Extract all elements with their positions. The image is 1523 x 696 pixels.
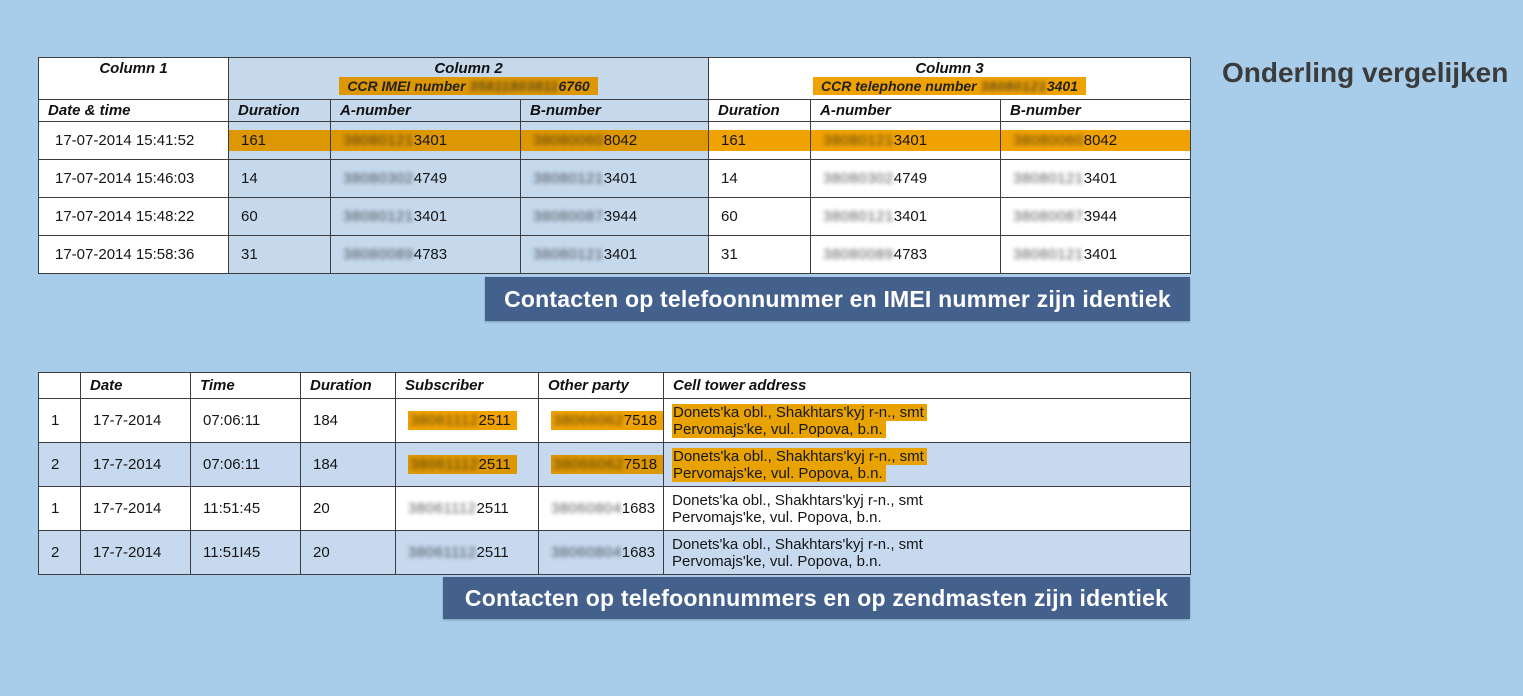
address-text: Pervomajs'ke, vul. Popova, b.n. [672,552,882,570]
address-line [672,509,1184,526]
ccr-imei-highlight [339,77,597,95]
masked-digits: 38066062 [553,456,624,473]
masked-digits: 38080121 [823,208,894,225]
masked-digits: 38080121 [533,170,604,187]
other-party-visible: 7518 [623,456,658,473]
b-number-cell [1001,236,1191,274]
address-line [672,536,1184,553]
masked-digits: 38061112 [408,544,477,561]
table-row [39,531,1191,575]
masked-digits: 38060804 [551,544,622,561]
column1-group-header [39,58,229,100]
address-line [672,492,1184,509]
address-text: Donets'ka obl., Shakhtars'kyj r-n., smt [672,491,923,509]
a-number-visible: 3401 [413,208,448,225]
duration-highlight: 161 [229,130,330,151]
datetime-cell: 17-07-2014 15:46:03 [39,160,229,198]
ccr-telephone-line [709,77,1190,96]
table-row [39,399,1191,443]
masked-digits: 38080060 [1013,132,1084,149]
address-line [672,448,1184,465]
b-number-visible: 3401 [1083,170,1118,187]
time-cell: 11:51:45 [191,487,301,531]
address-highlight: Pervomajs'ke, vul. Popova, b.n. [672,465,886,482]
header-duration: Duration [301,373,396,399]
header-b-number-tel: B-number [1001,100,1191,122]
a-number-visible: 4749 [413,170,448,187]
cell-tower-address-cell [664,399,1191,443]
address-line [672,421,1184,438]
other-party-visible: 1683 [621,544,656,561]
masked-digits: 38080121 [823,132,894,149]
datetime-cell: 17-07-2014 15:58:36 [39,236,229,274]
header-cell-tower-address: Cell tower address [664,373,1191,399]
a-number-visible: 3401 [893,208,928,225]
duration-cell: 184 [301,399,396,443]
a-number-cell [811,198,1001,236]
address-text: Donets'ka obl., Shakhtars'kyj r-n., smt [672,535,923,553]
row-number-cell: 1 [39,487,81,531]
a-number-cell [331,122,521,160]
datetime-cell: 17-07-2014 15:48:22 [39,198,229,236]
header-time: Time [191,373,301,399]
other-party-cell [539,399,664,443]
b-number-cell [521,122,709,160]
column1-title: Column 1 [99,60,168,77]
subscriber-cell [396,531,539,575]
b-number-cell [1001,160,1191,198]
subscriber-visible: 2511 [476,544,509,561]
a-number-cell [811,236,1001,274]
duration-cell: 184 [301,443,396,487]
imei-visible-digits: 6760 [558,78,590,94]
datetime-cell: 17-07-2014 15:41:52 [39,122,229,160]
masked-digits: 38061112 [410,412,479,429]
other-party-cell [539,443,664,487]
masked-digits: 38080121 [1013,170,1084,187]
other-party-highlight [551,455,663,474]
table-row [39,122,1191,160]
a-number-visible: 4783 [893,246,928,263]
ccr-telephone-highlight [813,77,1086,95]
duration-highlight: 161 [709,130,810,151]
ccr-comparison-table [38,57,1191,274]
masked-digits: 38060804 [551,500,622,517]
masked-digits: 38080302 [343,170,414,187]
cell-tower-address-cell [664,443,1191,487]
duration-cell: 31 [709,236,811,274]
table-row [39,160,1191,198]
subscriber-highlight [408,455,517,474]
header-row-number [39,373,81,399]
masked-digits: 38080121 [980,78,1047,94]
b-number-cell [1001,198,1191,236]
column3-title: Column 3 [915,60,984,77]
header-date: Date [81,373,191,399]
duration-cell: 14 [229,160,331,198]
masked-digits: 38080121 [1013,246,1084,263]
address-line [672,553,1184,570]
b-number-cell [521,198,709,236]
a-number-cell [811,122,1001,160]
b-number-cell [521,160,709,198]
masked-digits: 38066062 [553,412,624,429]
address-highlight: Pervomajs'ke, vul. Popova, b.n. [672,421,886,438]
column2-title: Column 2 [434,60,503,77]
b-number-visible: 3401 [603,170,638,187]
header-other-party: Other party [539,373,664,399]
column3-group-header [709,58,1191,100]
duration-cell: 31 [229,236,331,274]
masked-digits: 38061112 [410,456,479,473]
date-cell: 17-7-2014 [81,487,191,531]
subscriber-visible: 2511 [478,412,511,429]
duration-cell [229,122,331,160]
duration-cell: 60 [709,198,811,236]
date-cell: 17-7-2014 [81,531,191,575]
address-text: Pervomajs'ke, vul. Popova, b.n. [672,508,882,526]
b-number-visible: 3944 [1083,208,1118,225]
header-a-number-imei: A-number [331,100,521,122]
address-line [672,465,1184,482]
header-b-number-imei: B-number [521,100,709,122]
masked-digits: 38080060 [533,132,604,149]
telephone-visible-digits: 3401 [1046,78,1078,94]
column-header-row [39,100,1191,122]
b-number-highlight [1001,130,1190,151]
a-number-visible: 3401 [413,132,448,149]
masked-digits: 38080089 [823,246,894,263]
cell-tower-table [38,372,1191,575]
ccr-telephone-label: CCR telephone number [821,78,977,94]
header-duration-tel: Duration [709,100,811,122]
ccr-imei-line [229,77,708,96]
b-number-visible: 3401 [603,246,638,263]
table-row [39,487,1191,531]
masked-digits: 38080121 [343,132,414,149]
a-number-visible: 4749 [893,170,928,187]
masked-digits: 38080087 [1013,208,1084,225]
duration-cell [709,122,811,160]
banner-zendmasten-identical: Contacten op telefoonnummers en op zendmasten zijn identiek [443,577,1190,619]
cell-tower-address-cell [664,487,1191,531]
duration-cell: 60 [229,198,331,236]
masked-digits: 38061112 [408,500,477,517]
a-number-cell [331,236,521,274]
address-highlight: Donets'ka obl., Shakhtars'kyj r-n., smt [672,404,927,421]
b-number-visible: 8042 [603,132,638,149]
b-number-cell [521,236,709,274]
header-date-time: Date & time [39,100,229,122]
cell-tower-address-cell [664,531,1191,575]
time-cell: 07:06:11 [191,399,301,443]
table-row [39,443,1191,487]
banner-imei-identical: Contacten op telefoonnummer en IMEI nummer zijn identiek [485,277,1190,321]
a-number-cell [331,198,521,236]
time-cell: 11:51I45 [191,531,301,575]
group-header-row [39,58,1191,100]
column2-group-header [229,58,709,100]
a-number-cell [331,160,521,198]
header-a-number-tel: A-number [811,100,1001,122]
b-number-visible: 3944 [603,208,638,225]
masked-digits: 38080121 [533,246,604,263]
time-cell: 07:06:11 [191,443,301,487]
ccr-imei-label: CCR IMEI number [347,78,466,94]
subscriber-highlight [408,411,517,430]
b-number-highlight [521,130,708,151]
a-number-visible: 4783 [413,246,448,263]
page-title: Onderling vergelijken [1222,57,1509,88]
duration-cell: 20 [301,487,396,531]
b-number-visible: 3401 [1083,246,1118,263]
table-row [39,198,1191,236]
address-line [672,404,1184,421]
subscriber-cell [396,487,539,531]
other-party-visible: 1683 [621,500,656,517]
a-number-cell [811,160,1001,198]
date-cell: 17-7-2014 [81,443,191,487]
b-number-cell [1001,122,1191,160]
masked-digits: 38080302 [823,170,894,187]
masked-digits: 35811803811 [469,78,559,94]
subscriber-cell [396,399,539,443]
subscriber-cell [396,443,539,487]
address-highlight: Donets'ka obl., Shakhtars'kyj r-n., smt [672,448,927,465]
other-party-cell [539,487,664,531]
other-party-cell [539,531,664,575]
row-number-cell: 1 [39,399,81,443]
subscriber-visible: 2511 [478,456,511,473]
duration-cell: 20 [301,531,396,575]
column-header-row [39,373,1191,399]
other-party-highlight [551,411,663,430]
masked-digits: 38080121 [343,208,414,225]
masked-digits: 38080087 [533,208,604,225]
duration-cell: 14 [709,160,811,198]
a-number-visible: 3401 [893,132,928,149]
header-duration-imei: Duration [229,100,331,122]
a-number-highlight [811,130,1000,151]
row-number-cell: 2 [39,443,81,487]
other-party-visible: 7518 [623,412,658,429]
subscriber-visible: 2511 [476,500,509,517]
a-number-highlight [331,130,520,151]
date-cell: 17-7-2014 [81,399,191,443]
b-number-visible: 8042 [1083,132,1118,149]
masked-digits: 38080089 [343,246,414,263]
row-number-cell: 2 [39,531,81,575]
header-subscriber: Subscriber [396,373,539,399]
table-row [39,236,1191,274]
